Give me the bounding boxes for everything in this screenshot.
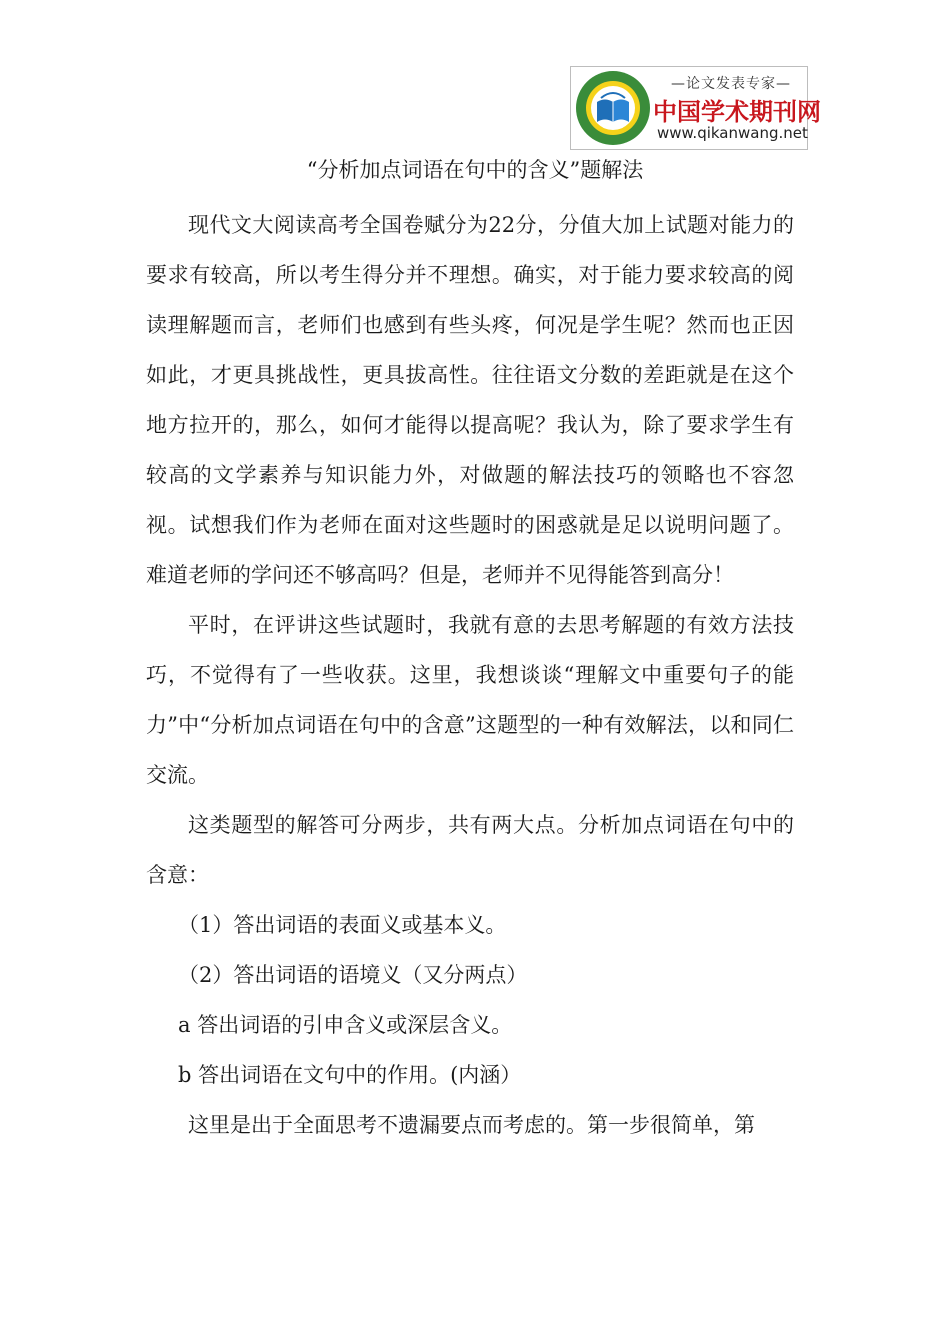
paragraph-steps: 这类题型的解答可分两步，共有两大点。分析加点词语在句中的含意：	[146, 813, 794, 887]
list-item: （1）答出词语的表面义或基本义。	[178, 913, 507, 937]
document-title: “分析加点词语在句中的含义”题解法	[306, 158, 644, 182]
document-body	[146, 200, 794, 1150]
list-item: （2）答出词语的语境义（又分两点）	[178, 963, 528, 987]
logo	[570, 66, 821, 150]
paragraph-intro: 现代文大阅读高考全国卷赋分为22分，分值大加上试题对能力的要求有较高，所以考生得分并不理想。确实，对于能力要求较高的阅读理解题而言，老师们也感到有些头疼，何况是学生呢？然而也正因如此，才更具挑战性，更具拔高性。往往语文分数的差距就是在这个地方拉开的，那么，如何才能得以提高呢？我认为，除了要求学生有较高的文学素养与知识能力外，对做题的解法技巧的领略也不容忽视。试想我们作为老师在面对这些题时的困惑就是足以说明问题了。难道老师的学问还不够高吗？但是，老师并不见得能答到高分！	[146, 213, 794, 587]
paragraph-method: 平时，在评讲这些试题时，我就有意的去思考解题的有效方法技巧，不觉得有了一些收获。这里，我想谈谈“理解文中重要句子的能力”中“分析加点词语在句中的含意”这题型的一种有效解法，以和同仁交流。	[146, 613, 794, 787]
logo-url: www.qikanwang.net	[657, 124, 808, 142]
book-globe-icon	[575, 70, 651, 146]
paragraph-closing: 这里是出于全面思考不遗漏要点而考虑的。第一步很简单，第	[188, 1113, 755, 1137]
list-item: b 答出词语在文句中的作用。(内涵）	[178, 1063, 522, 1087]
logo-site-name: 中国学术期刊网	[653, 98, 821, 126]
logo-tagline: —论文发表专家—	[671, 76, 791, 92]
list-item: a 答出词语的引申含义或深层含义。	[178, 1013, 513, 1037]
